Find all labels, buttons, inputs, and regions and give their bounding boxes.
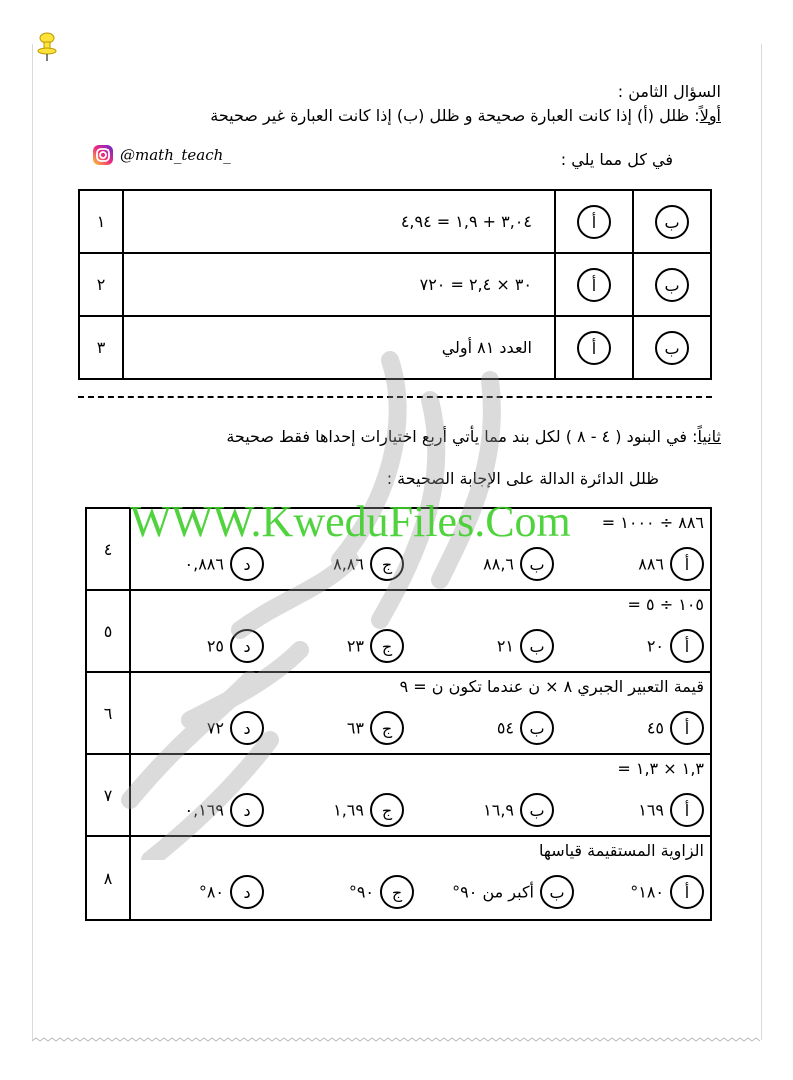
choice-d-circle[interactable]: د xyxy=(230,793,264,827)
choice-c-value: ٦٣ xyxy=(346,718,364,738)
choice-d[interactable] xyxy=(199,875,264,909)
question-number: ٦ xyxy=(86,672,130,754)
statement: ٣,٠٤ + ١,٩ = ٤,٩٤ xyxy=(123,190,555,253)
question-stem: ١٠٥ ÷ ٥ = xyxy=(627,595,704,614)
option-a-circle[interactable]: أ xyxy=(577,205,611,239)
choice-a-value: ٤٥ xyxy=(646,718,664,738)
choice-b-value: ٥٤ xyxy=(496,718,514,738)
choice-d-circle[interactable]: د xyxy=(230,875,264,909)
choice-b-circle[interactable]: ب xyxy=(520,629,554,663)
choice-a-circle[interactable]: أ xyxy=(670,793,704,827)
option-b-cell xyxy=(633,190,711,253)
choice-d-value: ٨٠° xyxy=(198,882,224,902)
question-number: ٨ xyxy=(86,836,130,920)
question-title: السؤال الثامن : xyxy=(617,82,721,101)
choice-a[interactable] xyxy=(647,629,704,663)
part1-instruction xyxy=(210,106,721,125)
question-stem: ١,٣ × ١,٣ = xyxy=(617,759,704,778)
statement: العدد ٨١ أولي xyxy=(123,316,555,379)
option-a-circle[interactable]: أ xyxy=(577,268,611,302)
part1-label: أولاً xyxy=(699,106,721,125)
choice-b-value: ١٦,٩ xyxy=(483,800,514,820)
option-a-cell xyxy=(555,190,633,253)
choice-b-circle[interactable]: ب xyxy=(520,547,554,581)
question-number: ٥ xyxy=(86,590,130,672)
instagram-icon xyxy=(92,144,114,166)
choice-c-value: ١,٦٩ xyxy=(333,800,364,820)
choice-c-circle[interactable]: ج xyxy=(370,711,404,745)
choice-c-circle[interactable]: ج xyxy=(370,629,404,663)
choice-c-circle[interactable]: ج xyxy=(380,875,414,909)
choice-d-circle[interactable]: د xyxy=(230,711,264,745)
choice-b-circle[interactable]: ب xyxy=(520,711,554,745)
choice-d-circle[interactable]: د xyxy=(230,629,264,663)
question-stem: ٨٨٦ ÷ ١٠٠٠ = xyxy=(601,513,704,532)
part2-sub-instruction: ظلل الدائرة الدالة على الإجابة الصحيحة : xyxy=(386,469,659,488)
choice-c-circle[interactable]: ج xyxy=(370,793,404,827)
table-row xyxy=(79,190,711,253)
question-number: ٤ xyxy=(86,508,130,590)
choice-b-value: ٢١ xyxy=(496,636,514,656)
pushpin-icon xyxy=(36,32,58,62)
choice-a[interactable] xyxy=(638,547,704,581)
part1-text: : ظلل (أ) إذا كانت العبارة صحيحة و ظلل (ب) إذا كانت العبارة غير صحيحة xyxy=(210,106,700,125)
choice-a[interactable] xyxy=(647,711,704,745)
site-watermark: WWW.KweduFiles.Com xyxy=(130,497,571,546)
choice-a-value: ٨٨٦ xyxy=(638,554,664,574)
part2-intro: : في البنود ( ٤ - ٨ ) لكل بند مما يأتي أربع اختيارات إحداها فقط صحيحة xyxy=(226,427,698,446)
option-b-cell xyxy=(633,316,711,379)
part1-sub-instruction: في كل مما يلي : xyxy=(560,150,673,169)
question-number: ٧ xyxy=(86,754,130,836)
statement: ٣٠ × ٢,٤ = ٧٢٠ xyxy=(123,253,555,316)
choice-b-value: ٨٨,٦ xyxy=(483,554,514,574)
choice-a-value: ١٨٠° xyxy=(630,882,664,902)
option-b-circle[interactable]: ب xyxy=(655,331,689,365)
choice-c-value: ٩٠° xyxy=(348,882,374,902)
row-number: ٢ xyxy=(79,253,123,316)
row-number: ١ xyxy=(79,190,123,253)
choice-a-value: ٢٠ xyxy=(646,636,664,656)
choice-b[interactable] xyxy=(452,875,574,909)
option-b-cell xyxy=(633,253,711,316)
page-bottom-wavy-border xyxy=(32,1036,760,1046)
choice-b-circle[interactable]: ب xyxy=(520,793,554,827)
choice-c-value: ٢٣ xyxy=(346,636,364,656)
choice-a-value: ١٦٩ xyxy=(638,800,664,820)
choice-a-circle[interactable]: أ xyxy=(670,875,704,909)
option-a-circle[interactable]: أ xyxy=(577,331,611,365)
option-b-circle[interactable]: ب xyxy=(655,205,689,239)
choice-d-value: ٠,٨٨٦ xyxy=(184,554,224,574)
choice-c-value: ٨,٨٦ xyxy=(333,554,364,574)
choice-d-value: ٧٢ xyxy=(206,718,224,738)
choice-b-value: أكبر من ٩٠° xyxy=(452,882,534,902)
choice-d-value: ٢٥ xyxy=(206,636,224,656)
choice-a-circle[interactable]: أ xyxy=(670,711,704,745)
calligraphy-watermark-image xyxy=(90,300,610,860)
choice-c[interactable] xyxy=(349,875,414,909)
choice-a-circle[interactable]: أ xyxy=(670,629,704,663)
choice-a[interactable] xyxy=(638,793,704,827)
choice-d-circle[interactable]: د xyxy=(230,547,264,581)
question-stem: قيمة التعبير الجبري ٨ × ن عندما تكون ن = ٩ xyxy=(399,677,704,696)
choice-d-value: ٠,١٦٩ xyxy=(184,800,224,820)
part2-label: ثانياً xyxy=(697,427,721,446)
row-number: ٣ xyxy=(79,316,123,379)
option-b-circle[interactable]: ب xyxy=(655,268,689,302)
choice-a[interactable] xyxy=(630,875,704,909)
question-stem: الزاوية المستقيمة قياسها xyxy=(539,841,704,860)
instagram-handle: @math_teach_ xyxy=(120,146,231,164)
choice-a-circle[interactable]: أ xyxy=(670,547,704,581)
choice-c-circle[interactable]: ج xyxy=(370,547,404,581)
choice-b-circle[interactable]: ب xyxy=(540,875,574,909)
